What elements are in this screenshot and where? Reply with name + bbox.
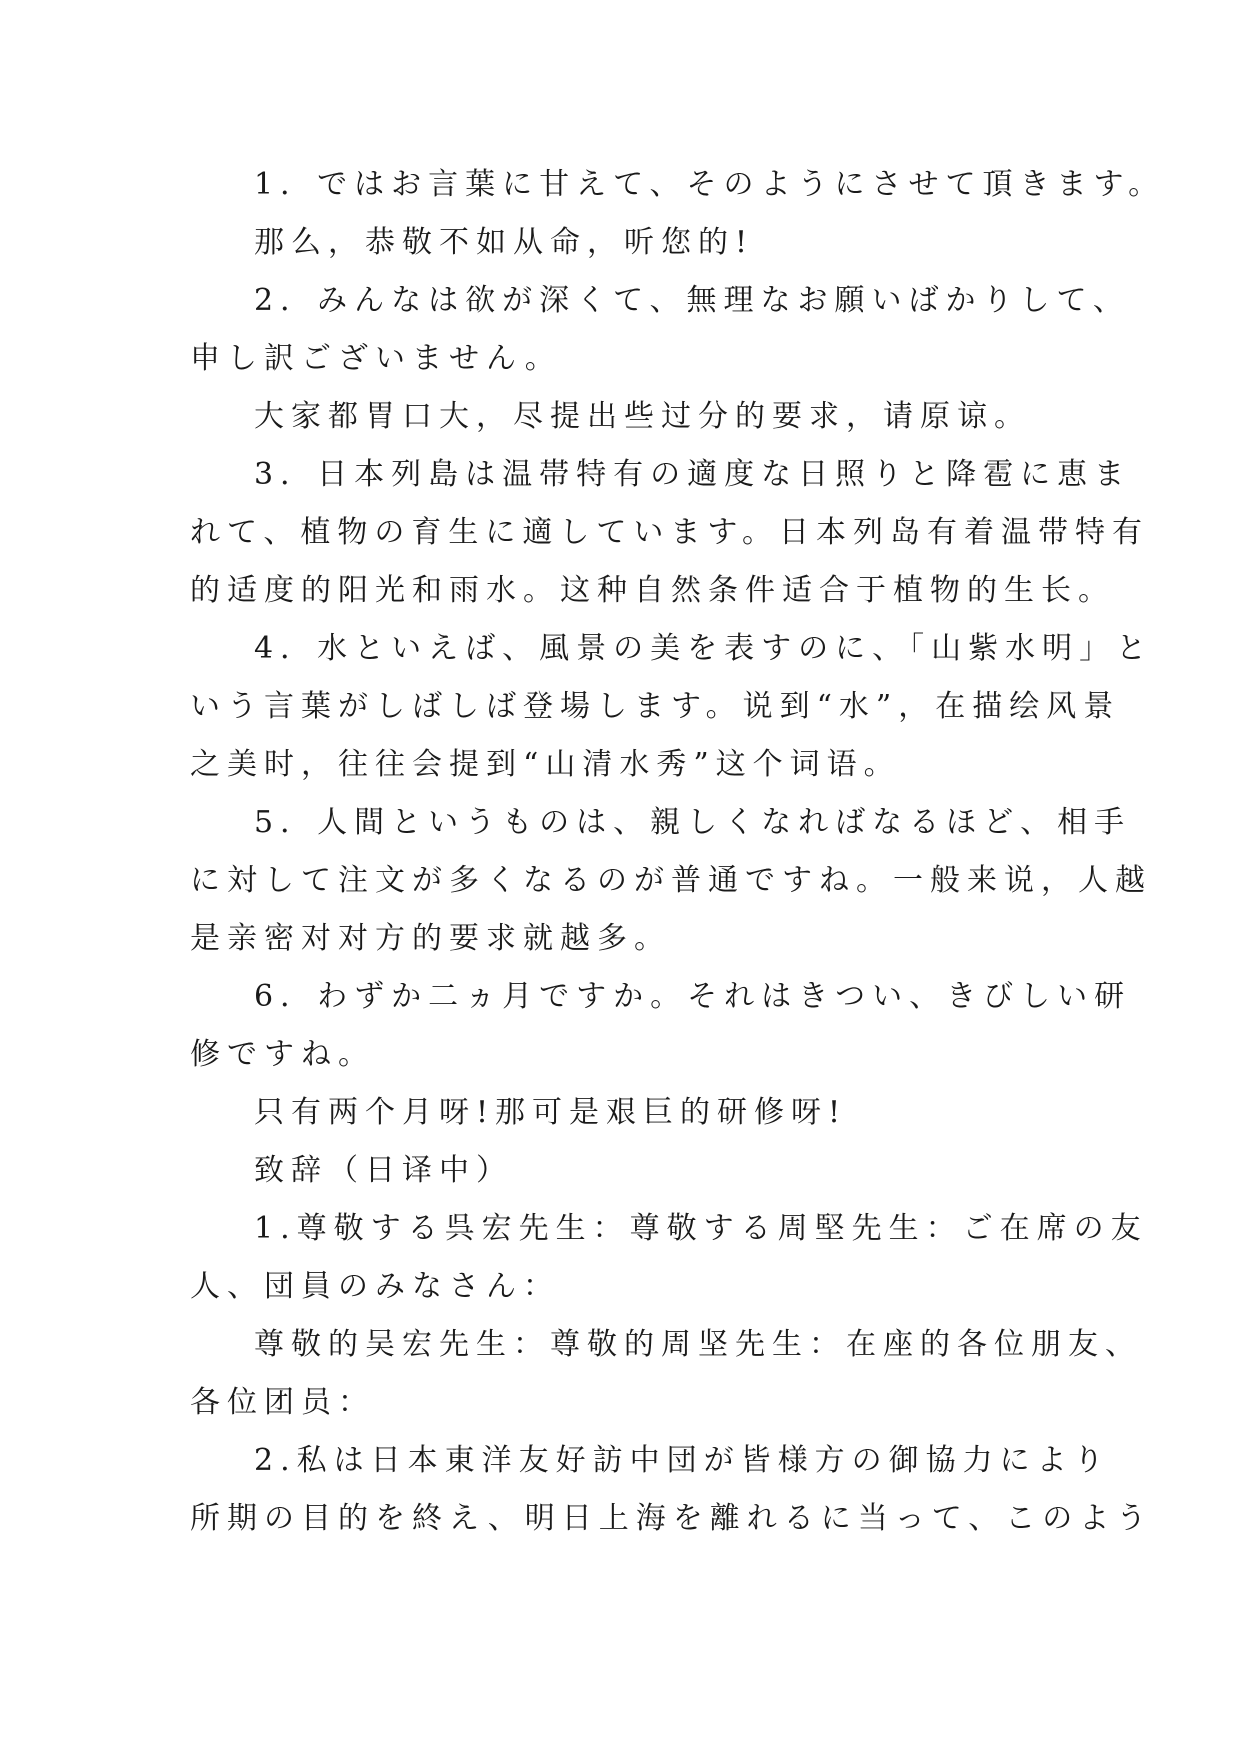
text-line: 1.尊敬する呉宏先生：尊敬する周堅先生：ご在席の友 (254, 1211, 1148, 1246)
text-line: 只有两个月呀!那可是艰巨的研修呀! (254, 1095, 848, 1130)
text-line: 5．人間というものは、親しくなればなるほど、相手 (254, 805, 1132, 840)
text-line: 1．ではお言葉に甘えて、そのようにさせて頂きます。 (254, 167, 1166, 202)
text-line: 那么，恭敬不如从命，听您的! (254, 225, 755, 260)
text-line: 6．わずか二ヵ月ですか。それはきつい、きびしい研 (254, 979, 1132, 1014)
text-line: 各位团员： (190, 1385, 375, 1420)
text-line: 大家都胃口大，尽提出些过分的要求，请原谅。 (254, 399, 1031, 434)
text-line: 是亲密对对方的要求就越多。 (190, 921, 671, 956)
text-line: いう言葉がしばしば登場します。说到“水”，在描绘风景 (190, 689, 1121, 724)
text-line: に対して注文が多くなるのが普通ですね。一般来说，人越 (190, 863, 1152, 898)
text-line: 所期の目的を終え、明日上海を離れるに当って、このよう (190, 1501, 1154, 1536)
text-line: 4．水といえば、風景の美を表すのに、「山紫水明」と (254, 631, 1154, 666)
text-line: 2．みんなは欲が深くて、無理なお願いばかりして、 (254, 283, 1130, 318)
text-line: 2.私は日本東洋友好訪中団が皆様方の御協力により (254, 1443, 1111, 1478)
text-line: 之美时，往往会提到“山清水秀”这个词语。 (190, 747, 901, 782)
text-line: 致辞（日译中） (254, 1153, 513, 1188)
text-line: 修ですね。 (190, 1037, 375, 1072)
text-line: 尊敬的吴宏先生：尊敬的周坚先生：在座的各位朋友、 (254, 1327, 1142, 1362)
text-line: れて、植物の育生に適しています。日本列岛有着温带特有 (190, 515, 1149, 550)
text-line: 人、団員のみなさん： (190, 1269, 560, 1304)
text-line: 3．日本列島は温帯特有の適度な日照りと降雹に恵ま (254, 457, 1132, 492)
text-line: 申し訳ございません。 (190, 341, 562, 376)
text-line: 的适度的阳光和雨水。这种自然条件适合于植物的生长。 (190, 573, 1115, 608)
